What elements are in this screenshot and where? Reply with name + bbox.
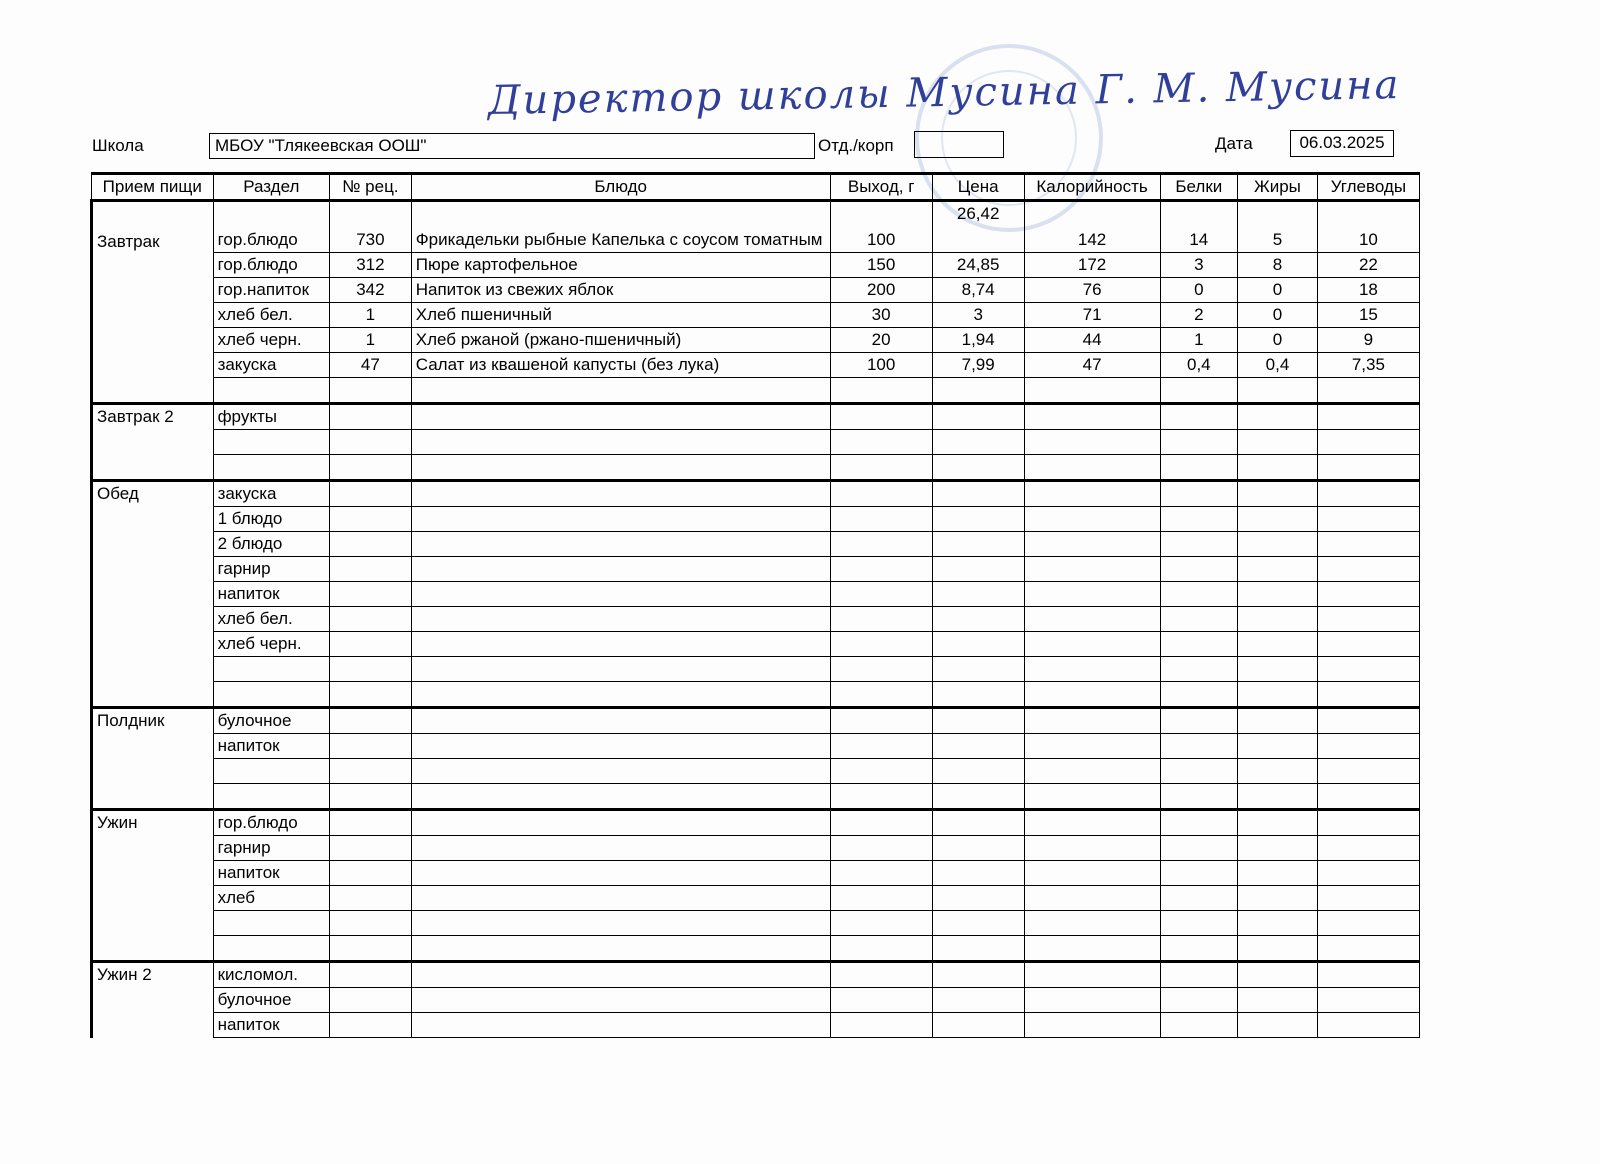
col-header-output: Выход, г: [830, 174, 932, 201]
section-cell: хлеб черн.: [213, 632, 329, 657]
table-row: [92, 962, 1420, 988]
dish-cell: Пюре картофельное: [411, 253, 830, 278]
dish-cell: Хлеб пшеничный: [411, 303, 830, 328]
col-header-recipe: № рец.: [330, 174, 412, 201]
output-cell: 100: [830, 353, 932, 378]
carbs-cell: 22: [1317, 253, 1419, 278]
price-cell: 1,94: [932, 328, 1024, 353]
table-row: [92, 682, 1420, 708]
table-row: [92, 253, 1420, 278]
section-cell: гарнир: [213, 557, 329, 582]
price-cell: 24,85: [932, 253, 1024, 278]
table-row: [92, 557, 1420, 582]
section-cell: кисломол.: [213, 962, 329, 988]
table-row: [92, 430, 1420, 455]
dish-cell: Салат из квашеной капусты (без лука): [411, 353, 830, 378]
carbs-cell: 15: [1317, 303, 1419, 328]
output-cell: 100: [830, 201, 932, 253]
carbs-cell: 10: [1317, 201, 1419, 253]
output-cell: 20: [830, 328, 932, 353]
table-row: [92, 353, 1420, 378]
table-row: [92, 810, 1420, 836]
protein-cell: 14: [1160, 201, 1238, 253]
table-row: [92, 328, 1420, 353]
dish-cell: Хлеб ржаной (ржано-пшеничный): [411, 328, 830, 353]
price-cell: 26,42: [932, 201, 1024, 253]
carbs-cell: 7,35: [1317, 353, 1419, 378]
dish-cell: Напиток из свежих яблок: [411, 278, 830, 303]
meal-breakfast2: Завтрак 2: [92, 404, 214, 481]
col-header-meal: Прием пищи: [92, 174, 214, 201]
col-header-price: Цена: [932, 174, 1024, 201]
calories-cell: 172: [1024, 253, 1160, 278]
table-row: [92, 582, 1420, 607]
table-row: [92, 532, 1420, 557]
table-header-row: [92, 174, 1420, 201]
table-row: [92, 936, 1420, 962]
meal-breakfast: Завтрак: [92, 201, 214, 404]
output-cell: 30: [830, 303, 932, 328]
table-row: [92, 708, 1420, 734]
col-header-calories: Калорийность: [1024, 174, 1160, 201]
fat-cell: 0: [1238, 278, 1318, 303]
section-cell: фрукты: [213, 404, 329, 430]
table-row: [92, 734, 1420, 759]
table-row: [92, 886, 1420, 911]
col-header-protein: Белки: [1160, 174, 1238, 201]
recipe-cell: 47: [330, 353, 412, 378]
protein-cell: 1: [1160, 328, 1238, 353]
meal-dinner2: Ужин 2: [92, 962, 214, 1038]
protein-cell: 0: [1160, 278, 1238, 303]
section-cell: напиток: [213, 582, 329, 607]
section-cell: напиток: [213, 861, 329, 886]
recipe-cell: 1: [330, 328, 412, 353]
section-cell: гор.блюдо: [213, 201, 329, 253]
section-cell: гор.напиток: [213, 278, 329, 303]
section-cell: хлеб бел.: [213, 303, 329, 328]
output-cell: 150: [830, 253, 932, 278]
table-row: [92, 657, 1420, 682]
table-row: [92, 861, 1420, 886]
director-signature: Директор школы Мусина Г. М. Мусина: [487, 62, 1401, 124]
table-row: [92, 836, 1420, 861]
table-row: [92, 632, 1420, 657]
calories-cell: 71: [1024, 303, 1160, 328]
table-row: [92, 378, 1420, 404]
section-cell: 2 блюдо: [213, 532, 329, 557]
table-row: [92, 303, 1420, 328]
table-row: [92, 988, 1420, 1013]
meal-snack: Полдник: [92, 708, 214, 810]
section-cell: булочное: [213, 988, 329, 1013]
table-row: [92, 201, 1420, 253]
calories-cell: 142: [1024, 201, 1160, 253]
menu-table: [90, 172, 1420, 1038]
col-header-dish: Блюдо: [411, 174, 830, 201]
protein-cell: 3: [1160, 253, 1238, 278]
section-cell: гор.блюдо: [213, 253, 329, 278]
school-field: МБОУ "Тлякеевская ООШ": [209, 133, 815, 159]
section-cell: гор.блюдо: [213, 810, 329, 836]
section-cell: 1 блюдо: [213, 507, 329, 532]
section-cell: закуска: [213, 353, 329, 378]
meal-dinner: Ужин: [92, 810, 214, 962]
section-cell: напиток: [213, 734, 329, 759]
recipe-cell: 730: [330, 201, 412, 253]
section-cell: закуска: [213, 481, 329, 507]
dish-cell: Фрикадельки рыбные Капелька с соусом томатным: [411, 201, 830, 253]
recipe-cell: 1: [330, 303, 412, 328]
carbs-cell: 18: [1317, 278, 1419, 303]
section-cell: напиток: [213, 1013, 329, 1038]
col-header-section: Раздел: [213, 174, 329, 201]
table-row: [92, 759, 1420, 784]
table-row: [92, 607, 1420, 632]
section-cell: хлеб: [213, 886, 329, 911]
table-row: [92, 278, 1420, 303]
dept-field: [914, 131, 1004, 158]
section-cell: булочное: [213, 708, 329, 734]
section-cell: хлеб бел.: [213, 607, 329, 632]
calories-cell: 44: [1024, 328, 1160, 353]
fat-cell: 8: [1238, 253, 1318, 278]
col-header-carbs: Углеводы: [1317, 174, 1419, 201]
price-cell: 3: [932, 303, 1024, 328]
calories-cell: 76: [1024, 278, 1160, 303]
fat-cell: 0,4: [1238, 353, 1318, 378]
fat-cell: 0: [1238, 328, 1318, 353]
table-row: [92, 507, 1420, 532]
col-header-fat: Жиры: [1238, 174, 1318, 201]
protein-cell: 0,4: [1160, 353, 1238, 378]
table-row: [92, 455, 1420, 481]
price-cell: 8,74: [932, 278, 1024, 303]
dept-label: Отд./корп: [818, 136, 894, 155]
section-cell: гарнир: [213, 836, 329, 861]
table-row: [92, 784, 1420, 810]
date-label: Дата: [1215, 134, 1253, 153]
date-field: 06.03.2025: [1290, 130, 1394, 157]
recipe-cell: 342: [330, 278, 412, 303]
fat-cell: 5: [1238, 201, 1318, 253]
meal-lunch: Обед: [92, 481, 214, 708]
table-row: [92, 481, 1420, 507]
fat-cell: 0: [1238, 303, 1318, 328]
price-cell: 7,99: [932, 353, 1024, 378]
school-label: Школа: [92, 136, 144, 155]
table-row: [92, 911, 1420, 936]
protein-cell: 2: [1160, 303, 1238, 328]
recipe-cell: 312: [330, 253, 412, 278]
section-cell: хлеб черн.: [213, 328, 329, 353]
carbs-cell: 9: [1317, 328, 1419, 353]
table-row: [92, 1013, 1420, 1038]
calories-cell: 47: [1024, 353, 1160, 378]
output-cell: 200: [830, 278, 932, 303]
table-row: [92, 404, 1420, 430]
